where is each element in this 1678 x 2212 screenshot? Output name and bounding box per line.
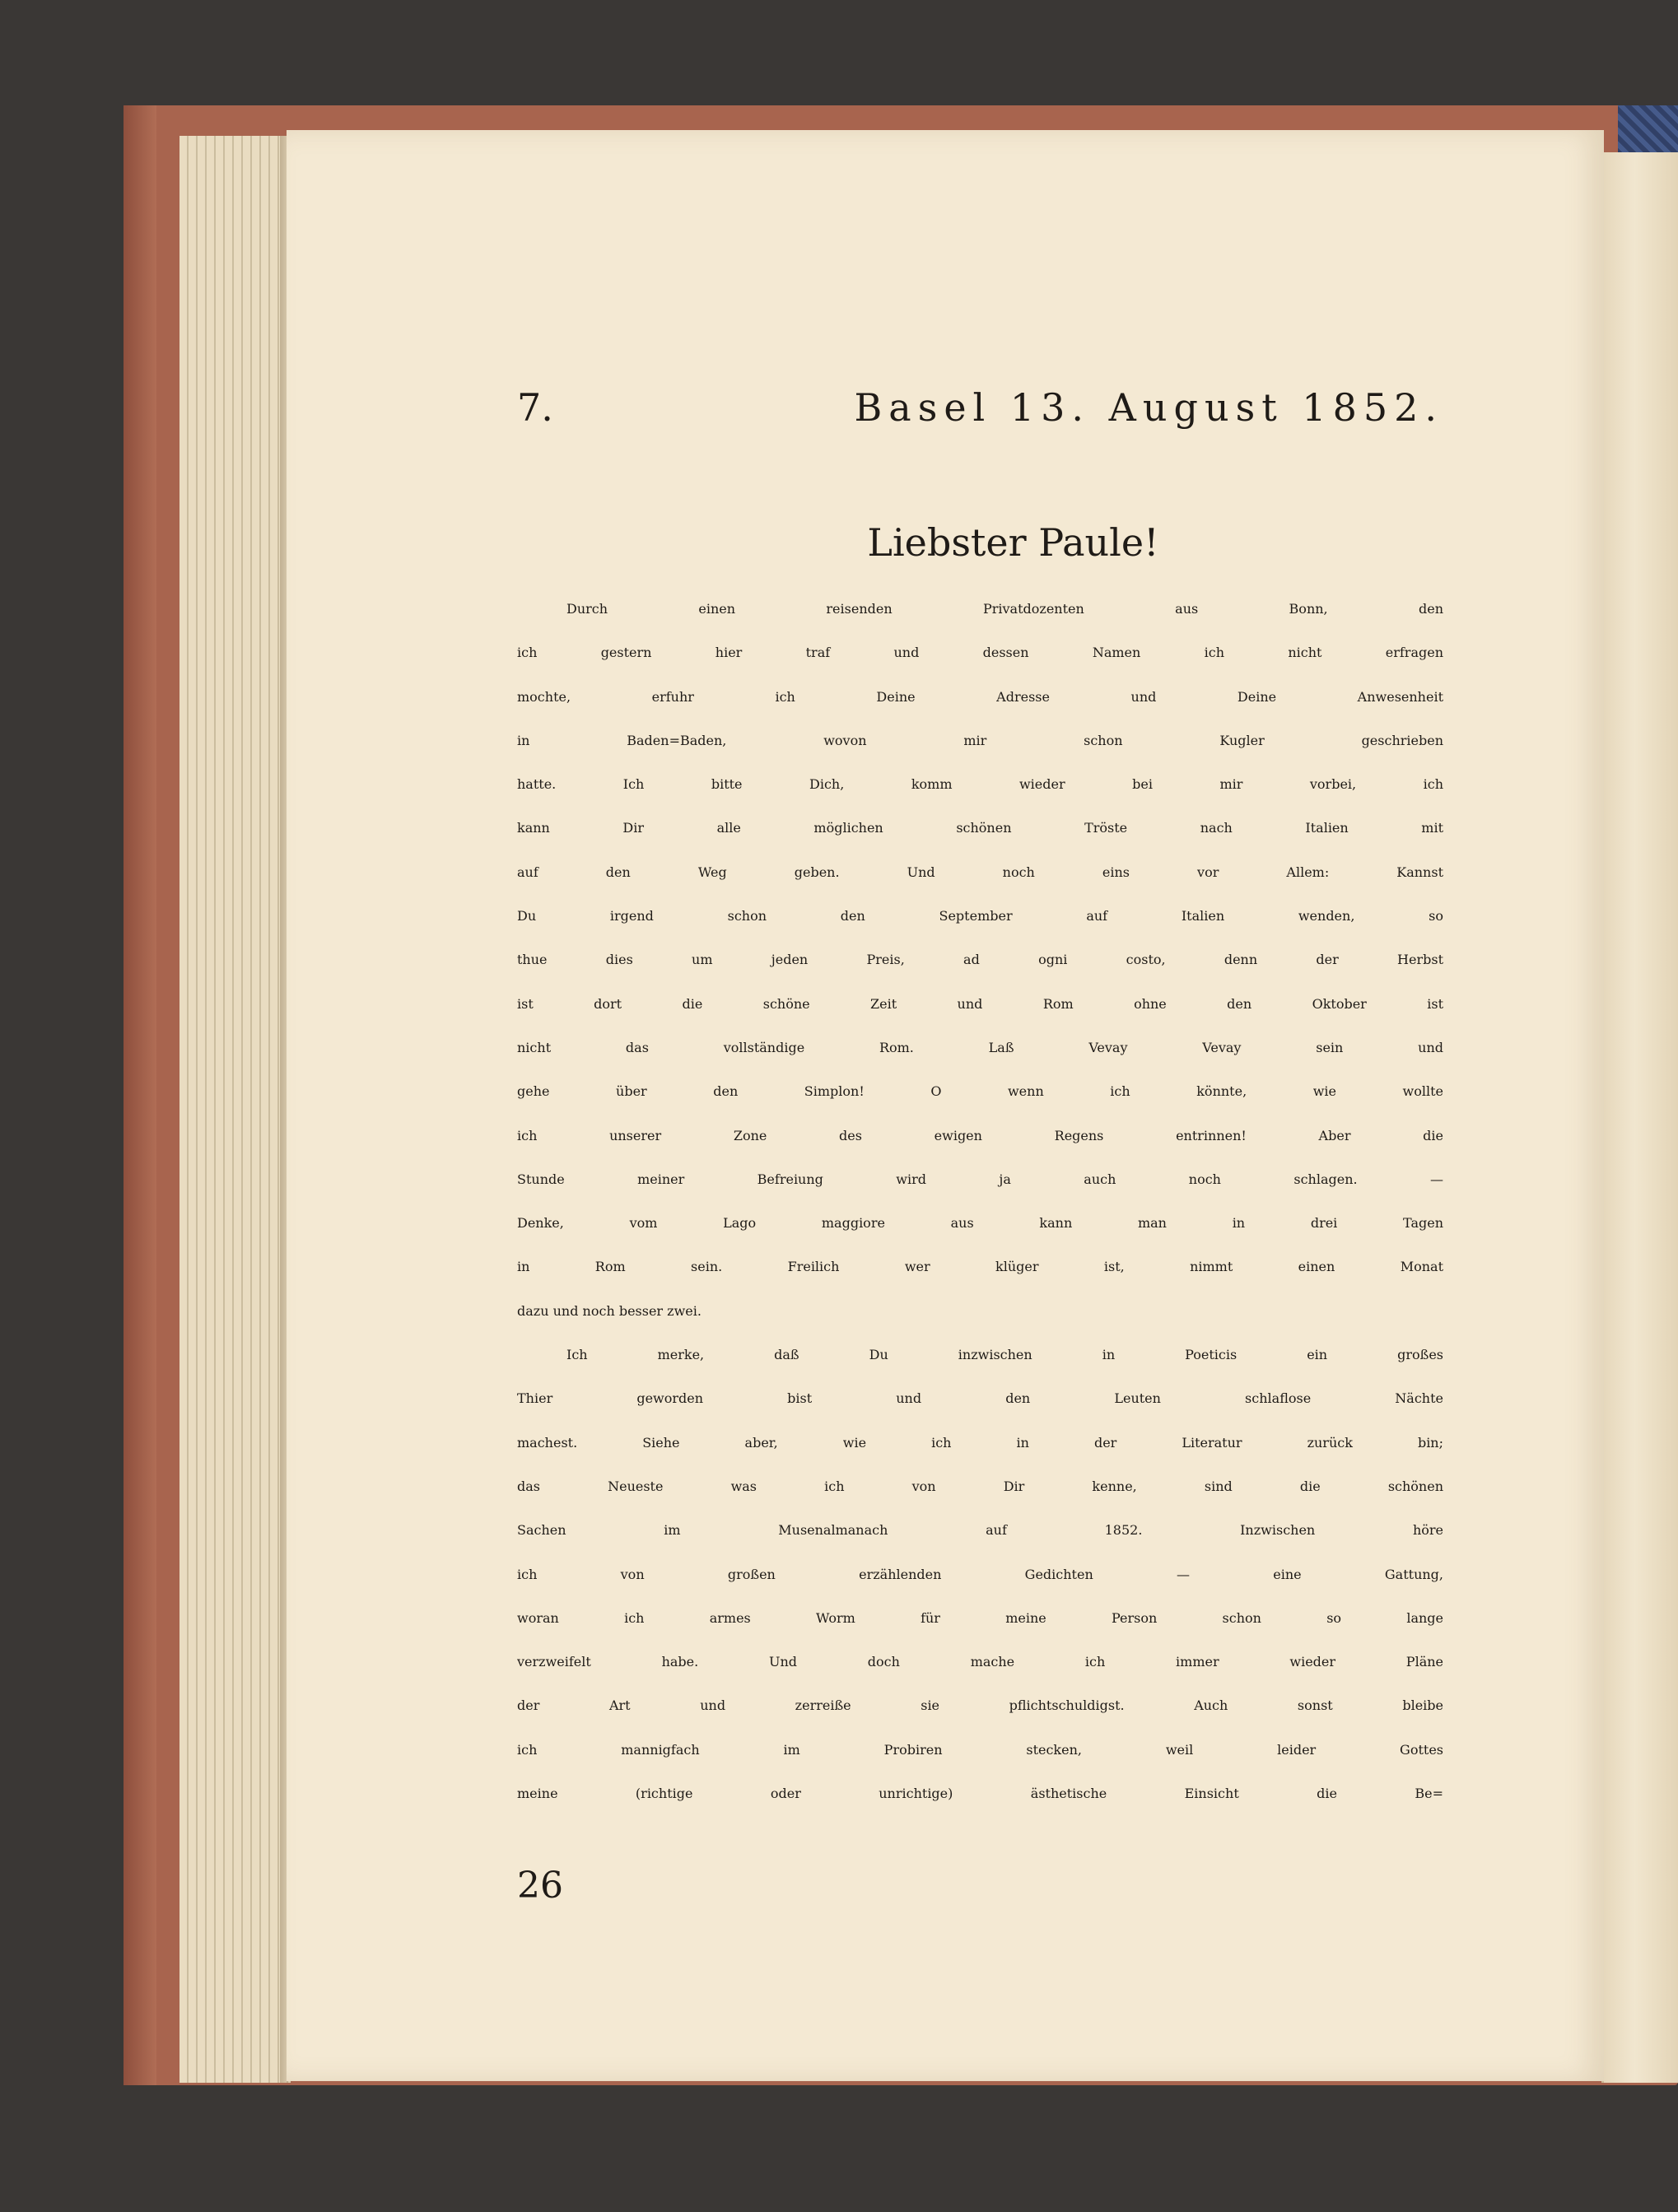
text-line: Durch einen reisenden Privatdozenten aus Bonn, den bbox=[566, 601, 1443, 617]
page-number: 26 bbox=[517, 1865, 563, 1907]
text-line: ich gestern hier traf und dessen Namen ich nicht erfragen bbox=[517, 645, 1443, 661]
text-line: woran ich armes Worm für meine Person schon so lange bbox=[517, 1609, 1443, 1626]
text-line: meine (richtige oder unrichtige) ästhetische Einsicht die Be= bbox=[517, 1786, 1443, 1802]
next-page-edge bbox=[1601, 152, 1678, 2083]
text-line: der Art und zerreiße sie pflichtschuldigst. Auch sonst bleibe bbox=[517, 1697, 1443, 1714]
text-line: das Neueste was ich von Dir kenne, sind die schönen bbox=[517, 1478, 1443, 1494]
text-line: ich mannigfach im Probiren stecken, weil leider Gottes bbox=[517, 1741, 1443, 1758]
text-line: Denke, vom Lago maggiore aus kann man in drei Tagen bbox=[517, 1215, 1443, 1232]
place-date: Basel 13. August 1852. bbox=[854, 385, 1443, 430]
text-line: verzweifelt habe. Und doch mache ich immer wieder Pläne bbox=[517, 1654, 1443, 1670]
paragraph-2 bbox=[517, 1347, 1443, 1829]
book-spine-edge bbox=[124, 105, 156, 2085]
text-line: in Baden=Baden, wovon mir schon Kugler geschrieben bbox=[517, 732, 1443, 748]
text-line: hatte. Ich bitte Dich, komm wieder bei mir vorbei, ich bbox=[517, 776, 1443, 793]
salutation: Liebster Paule! bbox=[867, 520, 1159, 565]
text-line: Sachen im Musenalmanach auf 1852. Inzwischen höre bbox=[517, 1522, 1443, 1539]
letter-number: 7. bbox=[517, 385, 553, 430]
text-line: machest. Siehe aber, wie ich in der Literatur zurück bin; bbox=[517, 1434, 1443, 1451]
text-line: Ich merke, daß Du inzwischen in Poeticis ein großes bbox=[566, 1347, 1443, 1363]
text-line: ist dort die schöne Zeit und Rom ohne den Oktober ist bbox=[517, 995, 1443, 1012]
text-line: Thier geworden bist und den Leuten schlaflose Nächte bbox=[517, 1390, 1443, 1407]
text-line: Stunde meiner Befreiung wird ja auch noch schlagen. — bbox=[517, 1171, 1443, 1187]
text-line: auf den Weg geben. Und noch eins vor Allem: Kannst bbox=[517, 864, 1443, 880]
text-line: gehe über den Simplon! O wenn ich könnte, wie wollte bbox=[517, 1083, 1443, 1100]
text-line: thue dies um jeden Preis, ad ogni costo, denn der Herbst bbox=[517, 952, 1443, 968]
text-line: ich von großen erzählenden Gedichten — eine Gattung, bbox=[517, 1566, 1443, 1582]
stacked-page-edges bbox=[179, 136, 291, 2083]
text-line: kann Dir alle möglichen schönen Tröste nach Italien mit bbox=[517, 820, 1443, 836]
text-line: dazu und noch besser zwei. bbox=[517, 1302, 701, 1319]
text-line: Du irgend schon den September auf Italien wenden, so bbox=[517, 908, 1443, 924]
bookmark-ribbon bbox=[1618, 105, 1678, 155]
letter-text-block bbox=[517, 387, 1443, 1829]
letter-header bbox=[517, 387, 1443, 428]
text-line: in Rom sein. Freilich wer klüger ist, nimmt einen Monat bbox=[517, 1259, 1443, 1275]
text-line: nicht das vollständige Rom. Laß Vevay Vevay sein und bbox=[517, 1039, 1443, 1055]
paragraph-1 bbox=[517, 601, 1443, 1347]
text-line: ich unserer Zone des ewigen Regens entrinnen! Aber die bbox=[517, 1127, 1443, 1143]
text-line: mochte, erfuhr ich Deine Adresse und Deine Anwesenheit bbox=[517, 688, 1443, 705]
